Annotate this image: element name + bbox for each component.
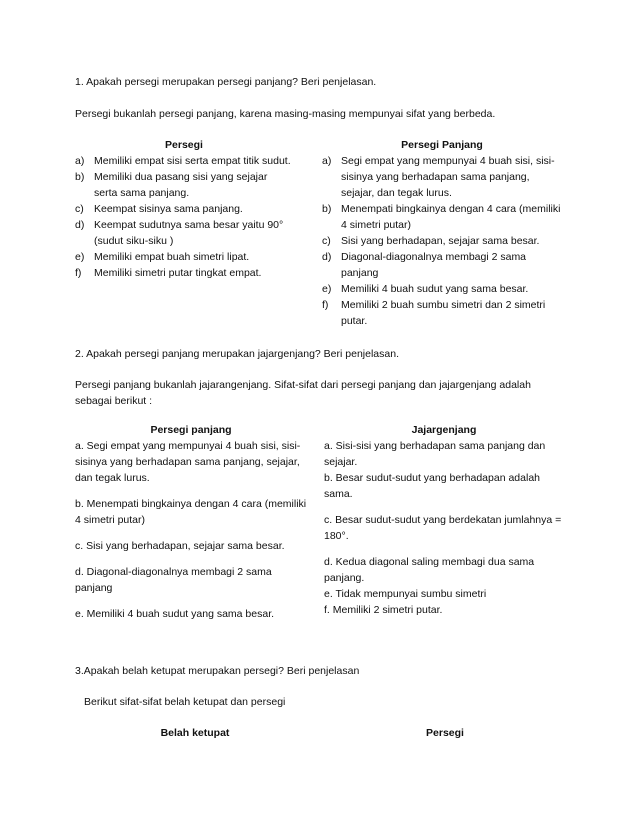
list-item [322,153,562,201]
item-marker: e) [322,283,332,295]
list-item: b. Besar sudut-sudut yang berhadapan adalah sama. [324,472,540,500]
list-item [322,281,562,297]
item-text: Segi empat yang mempunyai 4 buah sisi, sisi-sisinya yang berhadapan sama panjang, sejajar, dan tegak lurus. [341,155,555,199]
item-marker: d) [75,219,85,231]
item-text: Memiliki 2 buah sumbu simetri dan 2 simetri putar. [341,299,546,327]
q2-right-heading: Jajargenjang [411,424,477,436]
q2-left-column [75,422,307,622]
item-marker: b) [322,203,332,215]
list-item: d. Kedua diagonal saling membagi dua sama panjang. [324,556,535,584]
item-text: Diagonal-diagonalnya membagi 2 sama panjang [341,251,527,279]
q1-left-column [75,137,293,281]
q3-answer: Berikut sifat-sifat belah ketupat dan persegi [84,696,286,708]
item-marker: c) [75,203,84,215]
list-item: e. Memiliki 4 buah sudut yang sama besar. [75,608,275,620]
item-text: Memiliki empat sisi serta empat titik sudut. [94,155,291,167]
item-marker: a) [322,155,332,167]
item-text: Keempat sisinya sama panjang. [94,203,243,215]
list-item: d. Diagonal-diagonalnya membagi 2 sama panjang [75,566,272,594]
list-item: a. Sisi-sisi yang berhadapan sama panjang dan sejajar. [324,440,546,468]
item-text: Memiliki 4 buah sudut yang sama besar. [341,283,529,295]
list-item [75,217,293,249]
item-text: Sisi yang berhadapan, sejajar sama besar. [341,235,540,247]
q2-question: 2. Apakah persegi panjang merupakan jajargenjang? Beri penjelasan. [75,348,399,360]
list-item: f. Memiliki 2 simetri putar. [324,604,443,616]
list-item: a. Segi empat yang mempunyai 4 buah sisi, sisi-sisinya yang berhadapan sama panjang, sejajar, dan tegak lurus. [75,440,301,484]
item-marker: b) [75,171,85,183]
list-item: e. Tidak mempunyai sumbu simetri [324,588,487,600]
item-text: Memiliki simetri putar tingkat empat. [94,267,262,279]
q2-answer: Persegi panjang bukanlah jajarangenjang. Sifat-sifat dari persegi panjang dan jajargenjang adalah sebagai berikut : [75,379,531,407]
item-marker: e) [75,251,85,263]
q3-question: 3.Apakah belah ketupat merupakan persegi? Beri penjelasan [75,665,360,677]
list-item: c. Sisi yang berhadapan, sejajar sama besar. [75,540,285,552]
item-marker: c) [322,235,331,247]
q3-left-heading: Belah ketupat [160,727,230,739]
list-item [75,265,293,281]
list-item: b. Menempati bingkainya dengan 4 cara (memiliki 4 simetri putar) [75,498,307,526]
q2-right-column [324,422,564,618]
list-item [75,201,293,217]
list-item [75,153,293,169]
list-item [75,249,293,265]
list-item [322,297,562,329]
q1-answer: Persegi bukanlah persegi panjang, karena masing-masing mempunyai sifat yang berbeda. [75,108,496,120]
q1-question: 1. Apakah persegi merupakan persegi panjang? Beri penjelasan. [75,76,377,88]
list-item: c. Besar sudut-sudut yang berdekatan jumlahnya = 180°. [324,514,562,542]
q1-right-heading: Persegi Panjang [401,139,483,151]
q2-left-heading: Persegi panjang [150,424,232,436]
item-text: Menempati bingkainya dengan 4 cara (memiliki 4 simetri putar) [341,203,561,231]
list-item [322,201,562,233]
q3-right-heading: Persegi [426,727,464,739]
list-item [322,233,562,249]
list-item [322,249,562,281]
item-marker: f) [322,299,329,311]
item-marker: f) [75,267,82,279]
item-text: Keempat sudutnya sama besar yaitu 90° (sudut siku-siku ) [94,219,284,247]
item-marker: d) [322,251,332,263]
item-text: Memiliki dua pasang sisi yang sejajar serta sama panjang. [94,171,268,199]
item-text: Memiliki empat buah simetri lipat. [94,251,250,263]
item-marker: a) [75,155,85,167]
q1-right-column [322,137,562,329]
q1-left-heading: Persegi [165,139,203,151]
list-item [75,169,293,201]
